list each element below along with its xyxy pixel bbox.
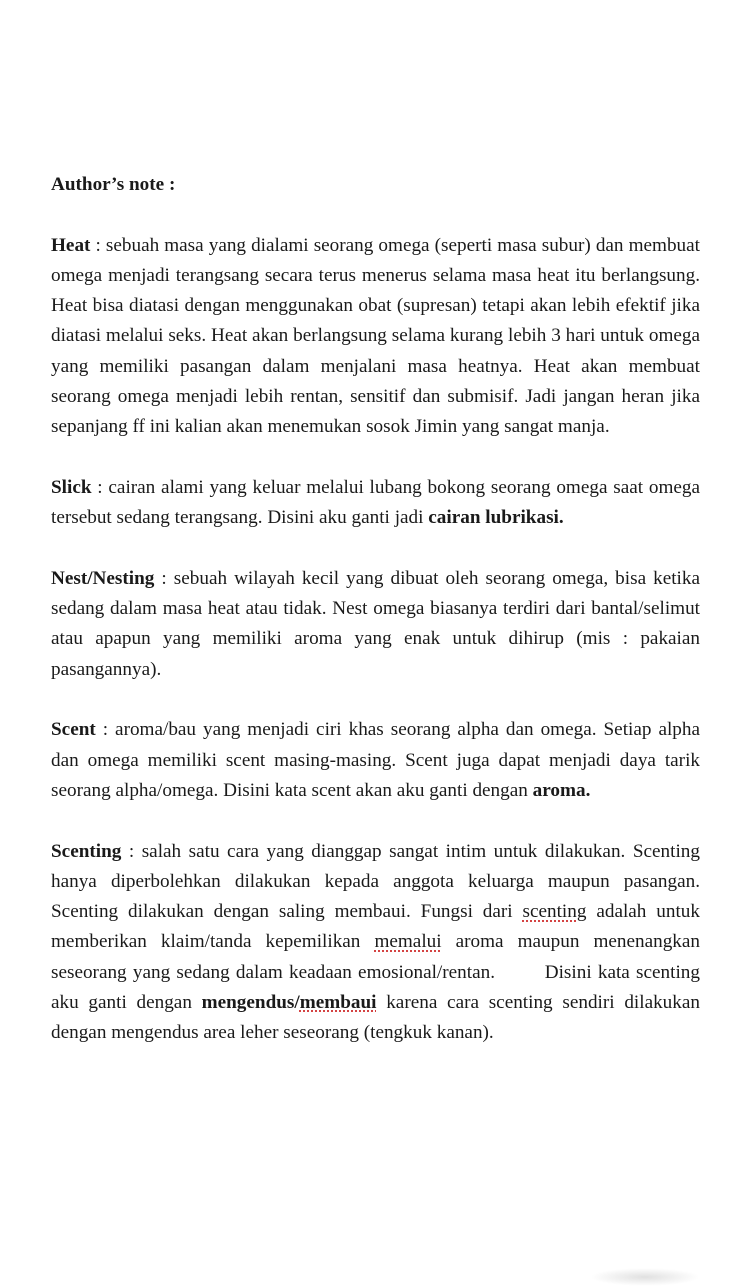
definition-slick — [51, 473, 700, 534]
misspelled-word: memalui — [374, 931, 442, 953]
definition-heat — [51, 231, 700, 443]
definition-nest — [51, 564, 700, 685]
page-title: Author’s note : — [51, 174, 176, 195]
term-scent: Scent — [51, 719, 96, 741]
authors-note-page — [51, 170, 700, 1079]
definition-text: : cairan alami yang keluar melalui lubang bokong seorang omega saat omega tersebut sedang terangsang. Disini aku ganti jadi — [51, 476, 700, 529]
misspelled-word: scenting — [522, 901, 587, 923]
definition-text: karena cara scenting sendiri dilakukan dengan mengendus area leher seseorang (tengkuk kanan). — [51, 992, 700, 1044]
definition-text: adalah untuk memberikan klaim/tanda kepemilikan — [51, 901, 700, 953]
replacement-term: mengendus/ — [201, 992, 300, 1014]
definition-text: : aroma/bau yang menjadi ciri khas seorang alpha dan omega. Setiap alpha dan omega memiliki scent masing-masing. Scent juga dapat menjadi daya tarik seorang alpha/omega. Disini kata scent akan aku ganti dengan — [51, 719, 700, 801]
page-curl-shadow — [590, 1268, 700, 1286]
definition-text: : sebuah masa yang dialami seorang omega (seperti masa subur) dan membuat omega menjadi terangsang secara terus menerus selama masa heat itu berlangsung. Heat bisa diatasi dengan menggunakan obat (supresan) tetapi akan lebih efektif jika diatasi melalui seks. Heat akan berlangsung selama kurang lebih 3 hari untuk omega yang memiliki pasangan dalam menjalani masa heatnya. Heat akan membuat seorang omega menjadi lebih rentan, sensitif dan submisif. Jadi jangan heran jika sepanjang ff ini kalian akan menemukan sosok Jimin yang sangat manja. — [51, 234, 700, 438]
term-slick: Slick — [51, 476, 92, 498]
term-scenting: Scenting — [51, 840, 122, 862]
replacement-term-misspelled: membaui — [299, 992, 377, 1014]
term-nest: Nest/Nesting — [51, 567, 155, 589]
definition-scenting — [51, 837, 700, 1049]
definition-text: aroma maupun menenangkan seseorang yang sedang dalam keadaan emosional/rentan. Disini kata scenting aku ganti dengan — [51, 931, 700, 1014]
definition-scent — [51, 715, 700, 806]
replacement-term: cairan lubrikasi. — [428, 507, 564, 529]
definition-text: : salah satu cara yang dianggap sangat intim untuk dilakukan. Scenting hanya diperbolehkan dilakukan kepada anggota keluarga maupun pasangan. Scenting dilakukan dengan saling membaui. Fungsi dari — [51, 840, 700, 923]
definition-text: : sebuah wilayah kecil yang dibuat oleh seorang omega, bisa ketika sedang dalam masa heat atau tidak. Nest omega biasanya terdiri dari bantal/selimut atau apapun yang memiliki aroma yang enak untuk dihirup (mis : pakaian pasangannya). — [51, 567, 700, 680]
term-heat: Heat — [51, 234, 91, 256]
replacement-term: aroma. — [532, 779, 591, 801]
